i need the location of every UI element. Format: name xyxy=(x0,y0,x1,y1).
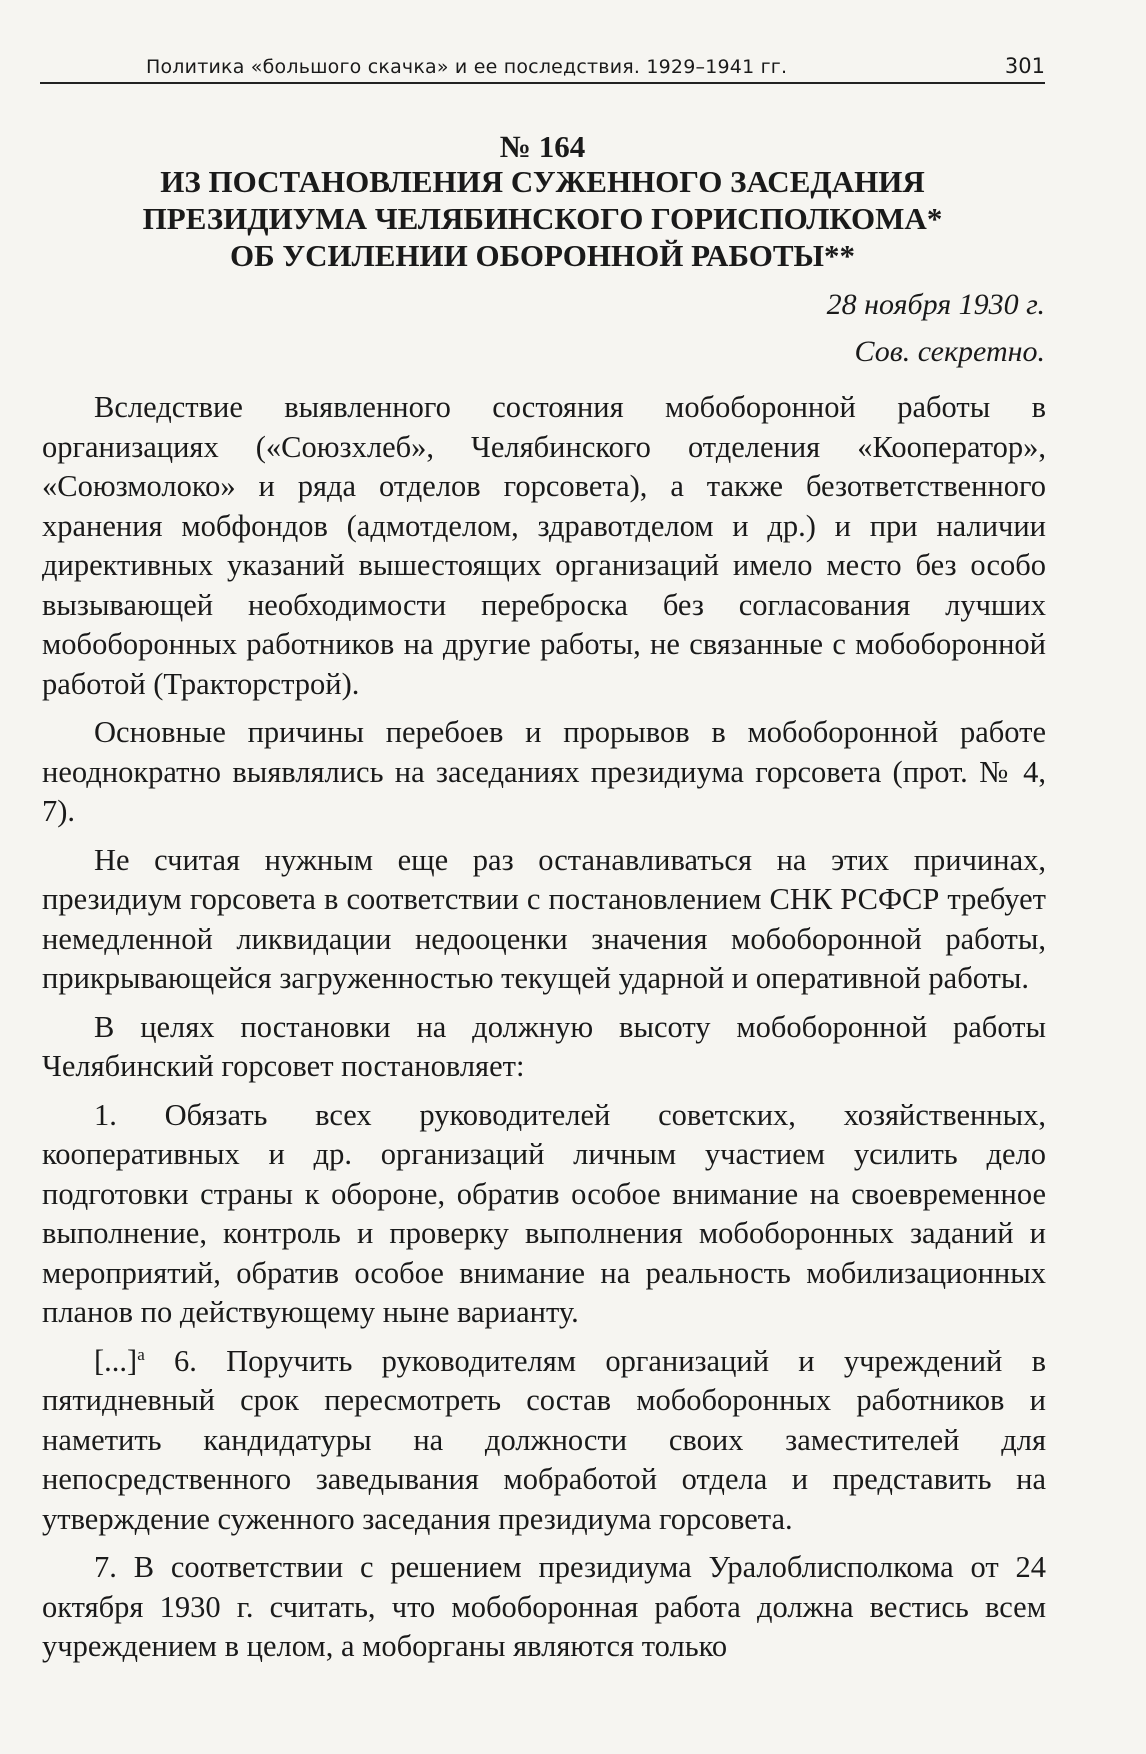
running-header xyxy=(40,52,1045,84)
document-number: № 164 xyxy=(499,129,586,164)
document-body xyxy=(42,388,1046,1676)
document-date: 28 ноября 1930 г. xyxy=(826,288,1045,321)
document-title-line: ИЗ ПОСТАНОВЛЕНИЯ СУЖЕННОГО ЗАСЕДАНИЯ xyxy=(160,164,925,199)
paragraph: Не считая нужным еще раз останавливаться на этих причинах, президиум горсовета в соответствии с постановлением СНК РСФСР требует немедленной ликвидации недооценки значения мобоборонной работы, прикрывающейся загруженностью текущей ударной и оперативной работы. xyxy=(42,842,1046,995)
paragraph: Вследствие выявленного состояния мобоборонной работы в организациях («Союзхлеб», Челябинского отделения «Кооператор», «Союзмолоко» и ряда отделов горсовета), а также безответственного хранения мобфондов (адмотделом, здравотделом и др.) и при наличии директивных указаний вышестоящих организаций имело место без особо вызывающей необходимости переброска без согласования лучших мобоборонных работников на другие работы, не связанные с мобоборонной работой (Тракторстрой). xyxy=(42,390,1046,701)
paragraph: В целях постановки на должную высоту мобоборонной работы Челябинский горсовет постановляет: xyxy=(42,1009,1046,1083)
secrecy-mark: Сов. секретно. xyxy=(854,335,1045,368)
document-title-line: ОБ УСИЛЕНИИ ОБОРОННОЙ РАБОТЫ** xyxy=(230,238,855,273)
document-title-line: ПРЕЗИДИУМА ЧЕЛЯБИНСКОГО ГОРИСПОЛКОМА* xyxy=(142,201,943,236)
item-6-text: 6. Поручить руководителям организаций и учреждений в пятидневный срок пересмотреть состав мобоборонных работников и наметить кандидатуры на должности своих заместителей для непосредственного заведывания мобработой отдела и представить на утверждение суженного заседания президиума горсовета. xyxy=(42,1343,1046,1536)
paragraph: Основные причины перебоев и прорывов в мобоборонной работе неоднократно выявлялись на заседаниях президиума горсовета (прот. № 4, 7). xyxy=(42,715,1046,828)
running-title: Политика «большого скачка» и ее последствия. 1929–1941 гг. xyxy=(146,56,788,78)
document-title xyxy=(40,163,1045,274)
footnote-mark: а xyxy=(137,1344,145,1364)
paragraph-item-7: 7. В соответствии с решением президиума Уралоблисполкома от 24 октября 1930 г. считать, что мобоборонная работа должна вестись всем учреждением в целом, а моборганы являются только xyxy=(42,1550,1046,1663)
page-number: 301 xyxy=(1004,54,1045,78)
omission-mark: [...] xyxy=(94,1343,138,1378)
paragraph-item-6 xyxy=(42,1342,1046,1540)
paragraph: 1. Обязать всех руководителей советских, хозяйственных, кооперативных и др. организаций личным участием усилить дело подготовки страны к обороне, обратив особое внимание на своевременное выполнение, контроль и проверку выполнения мобоборонных заданий и мероприятий, обратив особое внимание на реальность мобилизационных планов по действующему ныне варианту. xyxy=(42,1097,1046,1329)
